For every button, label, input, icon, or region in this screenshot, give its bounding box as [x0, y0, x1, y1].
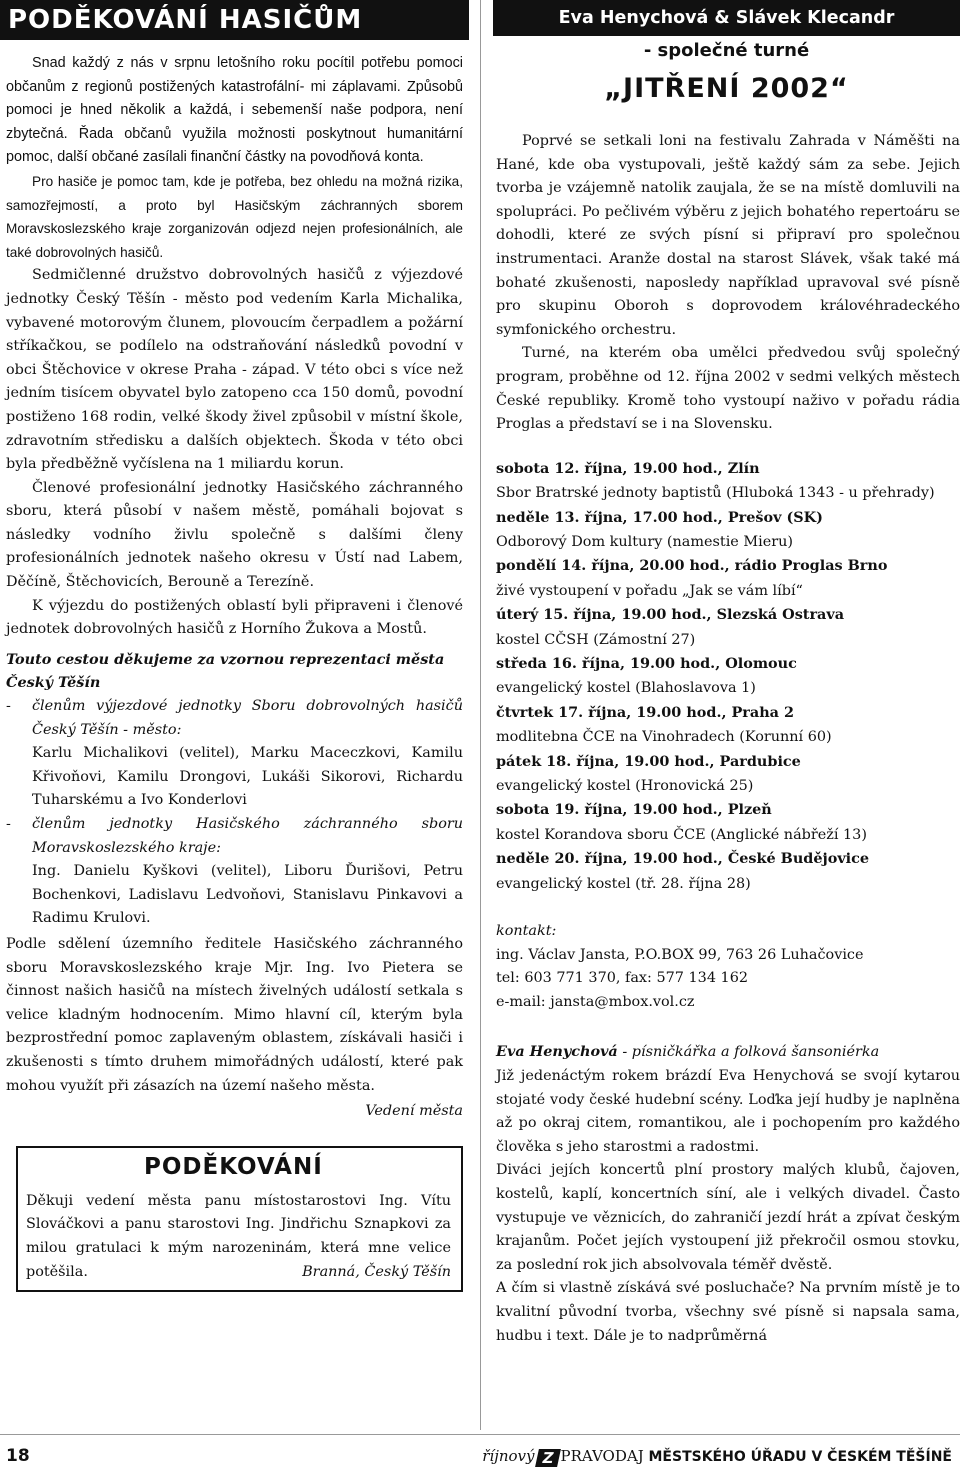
right-column [493, 0, 960, 1436]
schedule-city: , Pardubice [709, 752, 801, 770]
brand-word: PRAVODAJ [560, 1447, 644, 1465]
schedule-venue: Odborový Dom kultury (namestie Mieru) [496, 533, 794, 550]
box-text [26, 1190, 451, 1284]
paragraph: Podle sdělení územního ředitele Hasičského záchranného sboru Moravskoslezského kraje Mjr. Ing. Ivo Pietera se činnost našich hasičů na místech živelných událostí setkala s velice kladným hodnocením. Mimo hlavní cíl, kterým byla bezprostřední pomoc zaplaveným oblastem, získávali hasiči i zkušenosti s tímto druhem mimořádných událostí, které pak mohou využít při zásazích na území našeho města. [6, 935, 463, 1094]
page-number: 18 [6, 1446, 30, 1466]
left-article-body [0, 40, 469, 1292]
brand-tail: MĚSTSKÉHO ÚŘADU V ČESKÉM TĚŠÍNĚ [648, 1449, 952, 1465]
contact-phone: tel: 603 771 370, fax: 577 134 162 [496, 970, 749, 987]
schedule-venue: evangelický kostel (Hronovická 25) [496, 778, 754, 794]
schedule-venue: Sbor Bratrské jednoty baptistů (Hluboká 1343 - u přehrady) [496, 485, 935, 502]
contact-name: ing. Václav Jansta, P.O.BOX 99, 763 26 Luhačovice [496, 946, 864, 963]
bio-block [496, 1040, 960, 1348]
bio-heading [496, 1040, 960, 1065]
box-text-body: Děkuji vedení města panu místostarostovi Ing. Vítu Slováčkovi a panu starostovi Ing. Jindřichu Sznapkovi za milou gratulaci k mým narozeninám, která mne velice potěšila. [26, 1192, 451, 1280]
schedule-date: neděle 20. října, 19.00 hod. [496, 850, 718, 868]
right-article-body [493, 104, 960, 1348]
bio-role: - písničkářka a folková šansoniérka [617, 1044, 880, 1061]
contact-email: e-mail: jansta@mbox.vol.cz [496, 993, 695, 1010]
paragraph: Pro hasiče je pomoc tam, kde je potřeba, bez ohledu na možná rizika, samozřejmostí, a proto byl Hasičským záchranných sborem Moravskoslezského kraje zorganizován odjezd nejen profesionálních, ale také dobrovolných hasičů. [6, 173, 463, 260]
schedule-city: , Praha 2 [721, 703, 795, 721]
schedule-date: pondělí 14. října, 20.00 hod. [496, 557, 725, 575]
schedule-venue: evangelický kostel (Blahoslavova 1) [496, 680, 756, 697]
brand-prefix: říjnový [482, 1447, 535, 1465]
footer-rule [0, 1434, 960, 1435]
schedule-date: čtvrtek 17. října, 19.00 hod. [496, 703, 722, 721]
article-title-firefighters: PODĚKOVÁNÍ HASIČŮM [0, 0, 469, 40]
paragraph: Diváci jejích koncertů plní prostory malých klubů, čajoven, kostelů, kaplí, koncertních síní, ale i velkých divadel. Často vystupuje ve věznicích, do zahraničí jezdí hrát a zpívat českým krajanům. Počet jejích vystoupení již překročil osmou stovku, za poslední rok jich absolvovala téměř dvěstě. [496, 1162, 960, 1273]
signature: Vedení města [365, 1103, 463, 1120]
schedule-venue: kostel Korandova sboru ČCE (Anglické nábřeží 13) [496, 826, 867, 843]
schedule-entry [496, 554, 960, 603]
list-item [6, 695, 463, 813]
paragraph: Snad každý z nás v srpnu letošního roku pocítil potřebu pomoci občanům z regionů postižených katastrofální- mi záplavami. Způsobů pomoci je hned několik a každá, i sebemenší naše podpora, není zbytečná. Řada občanů využila možnosti poskytnout humanitární pomoc, další občané zasílali finanční částky na povodňová konta. [6, 55, 463, 166]
schedule-date: pátek 18. října, 19.00 hod. [496, 752, 710, 770]
schedule-city: , rádio Proglas Brno [724, 557, 888, 575]
schedule-city: , Plzeň [717, 801, 772, 819]
schedule-city: , Prešov (SK) [717, 508, 823, 526]
paragraph: Sedmičlenné družstvo dobrovolných hasičů z výjezdové jednotky Český Těšín - město pod vedením Karla Michalika, vybavené motorovým člunem, plovoucím čerpadlem a požární stříkačkou, se podílelo na odstraňování následků povodní v obci Štěchovice v okrese Praha - západ. V této obci s více než jedním tisícem obyvatel bylo zatopeno cca 150 domů, povodní postiženo 168 rodin, velké škody živel způsobil v místní škole, zdravotním středisku a dalších objektech. Škoda v této obci byla předběžně vyčíslena na 1 miliardu korun. [6, 267, 463, 473]
schedule-venue: živé vystoupení v pořadu „Jak se vám líbí“ [496, 582, 803, 599]
zpravodaj-logo: Z [535, 1449, 561, 1467]
schedule-entry [496, 652, 960, 701]
list-item-names: Ing. Danielu Kyškovi (velitel), Liboru Ďurišovi, Petru Bochenkovi, Ladislavu Ledvoňovi, Stanislavu Pinkavovi a Radimu Krulovi. [32, 863, 463, 927]
schedule-city: , Slezská Ostrava [706, 606, 845, 624]
thanks-heading: Touto cestou děkujeme za vzornou reprezentaci města Český Těšín [6, 650, 445, 692]
schedule-date: úterý 15. října, 19.00 hod. [496, 606, 707, 624]
schedule-entry [496, 701, 960, 750]
column-divider [480, 0, 481, 1430]
list-item-lead: členům výjezdové jednotky Sboru dobrovolných hasičů Český Těšín - město: [32, 698, 463, 738]
list-dash: - [6, 698, 11, 715]
paragraph: Turné, na kterém oba umělci předvedou svůj společný program, proběhne od 12. října 2002 v sedmi velkých městech České republiky. Kromě toho vystoupí naživo v pořadu rádia Proglas a představí se i na Slovensku. [496, 345, 960, 433]
schedule-city: , Olomouc [715, 654, 797, 672]
schedule-date: neděle 13. října, 17.00 hod. [496, 508, 718, 526]
schedule-entry [496, 457, 960, 506]
bio-name: Eva Henychová [496, 1043, 618, 1061]
publication-name [482, 1447, 952, 1467]
list-item-lead: členům jednotky Hasičského záchranného sboru Moravskoslezského kraje: [32, 816, 463, 856]
schedule-date: sobota 19. října, 19.00 hod. [496, 801, 718, 819]
list-item-names: Karlu Michalikovi (velitel), Marku Maceczkovi, Kamilu Křivoňovi, Kamilu Drongovi, Lukáši Sikorovi, Richardu Tuharskému a Ivo Konderlovi [32, 745, 463, 809]
schedule-venue: modlitebna ČCE na Vinohradech (Korunní 60) [496, 729, 832, 746]
schedule-entry [496, 750, 960, 799]
contact-block [496, 920, 960, 1014]
schedule-venue: kostel CČSH (Zámostní 27) [496, 631, 696, 648]
paragraph: Členové profesionální jednotky Hasičského záchranného sboru, která působí v našem městě, pomáhali bojovat s následky vodního živlu společně s dalšími členy profesionálních jednotek našeho okresu v Ústí nad Labem, Děčíně, Štěchovicích, Berouně a Terezíně. [6, 479, 463, 591]
paragraph: Poprvé se setkali loni na festivalu Zahrada v Náměšti na Hané, kde oba vystupovali, ještě každý sám za sebe. Jejich tvorba je vzájemně natolik zaujala, že se na místě domluvili na spolupráci. Po pečlivém výběru z jejich bohatého repertoáru se dohodli, které ze svých písní si připraví pro společnou instrumentaci. Aranže dostal na starost Slávek, však také má bohaté zkušenosti, naposledy například upravoval své písně pro skupinu Oboroh s doprovodem královéhradeckého symfonického orchestru. [496, 133, 960, 338]
article-title-tour: Eva Henychová & Slávek Klecandr [493, 0, 960, 36]
box-title: PODĚKOVÁNÍ [144, 1153, 323, 1180]
box-signature: Branná, Český Těšín [302, 1263, 451, 1280]
concert-schedule [496, 457, 960, 896]
schedule-entry [496, 847, 960, 896]
schedule-venue: evangelický kostel (tř. 28. října 28) [496, 875, 751, 892]
schedule-entry [496, 798, 960, 847]
page-footer [0, 1438, 960, 1474]
tour-name: „JITŘENÍ 2002“ [604, 73, 849, 104]
schedule-city: , České Budějovice [717, 850, 870, 868]
article-subtitle: - společné turné [643, 40, 810, 61]
schedule-entry [496, 603, 960, 652]
schedule-date: sobota 12. října, 19.00 hod. [496, 459, 718, 477]
thanks-box [16, 1146, 463, 1292]
left-column [0, 0, 469, 1436]
list-item [6, 813, 463, 931]
paragraph: Již jedenáctým rokem brázdí Eva Henychová se svojí kytarou stojaté vody české hudební scény. Loďka její hudby je naplněna až po okraj citem, romantikou, ale i pochopením pro každého člověka s jeho starostmi a radostmi. [496, 1068, 960, 1155]
schedule-date: středa 16. října, 19.00 hod. [496, 654, 716, 672]
contact-label: kontakt: [496, 923, 557, 940]
paragraph: A čím si vlastně získává své posluchače? Na prvním místě je to kvalitní původní tvorba, všechny své písně si napsala sama, hudbu i text. Dále je to nadprůměrná [496, 1280, 960, 1344]
schedule-entry [496, 506, 960, 555]
schedule-city: , Zlín [717, 459, 760, 477]
paragraph: K výjezdu do postižených oblastí byli připraveni i členové jednotek dobrovolných hasičů z Horního Žukova a Mostů. [6, 597, 463, 638]
list-dash: - [6, 816, 11, 832]
